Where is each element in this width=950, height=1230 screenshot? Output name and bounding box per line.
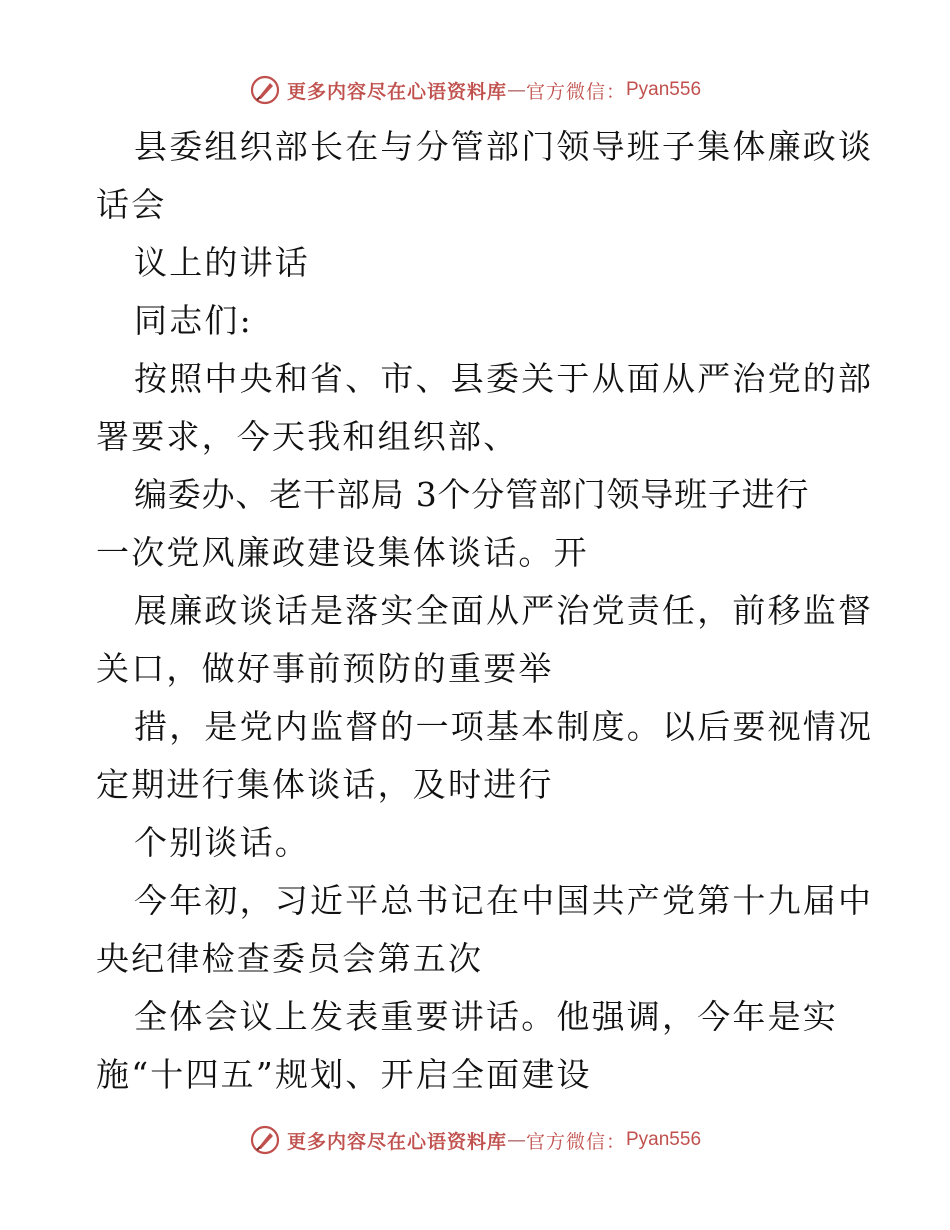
text-line: 编委办、老干部局 3个分管部门领导班子进行: [134, 475, 810, 514]
quill-pen-logo-icon: [249, 1124, 281, 1156]
text-line: 定期进行集体谈话，及时进行: [96, 765, 554, 804]
document-body: [96, 118, 874, 1104]
text-line: 今年初，习近平总书记在中国共产党第十九届中: [134, 881, 874, 920]
text-line: 全体会议上发表重要讲话。他强调，今年是实: [134, 997, 838, 1036]
text-line: 议上的讲话: [134, 243, 310, 282]
quill-pen-logo-icon: [249, 74, 281, 106]
watermark-brand: 更多内容尽在心语资料库: [286, 80, 507, 103]
watermark-separator: —: [506, 79, 526, 101]
watermark-wechat-label: 官方微信：: [525, 80, 626, 103]
text-line: 央纪律检查委员会第五次: [96, 939, 484, 978]
text-line: 措，是党内监督的一项基本制度。以后要视情况: [134, 707, 874, 746]
text-line: 展廉政谈话是落实全面从严治党责任，前移监督: [134, 591, 874, 630]
text-line: 关口，做好事前预防的重要举: [96, 649, 554, 688]
watermark-brand: 更多内容尽在心语资料库: [286, 1130, 507, 1153]
watermark-wechat-label: 官方微信：: [525, 1130, 626, 1153]
text-line: 个别谈话。: [134, 823, 310, 862]
footer-watermark: [0, 1120, 950, 1160]
header-watermark: [0, 70, 950, 110]
text-line: 署要求，今天我和组织部、: [96, 417, 519, 456]
text-line: 施“十四五”规划、开启全面建设: [96, 1055, 592, 1094]
text-line: 同志们:: [134, 301, 253, 340]
text-line: 县委组织部长在与分管部门领导班子集体廉政谈: [134, 127, 874, 166]
watermark-separator: —: [506, 1129, 526, 1151]
watermark-account: Pyan556: [626, 79, 702, 100]
text-line: 话会: [96, 185, 167, 224]
text-line: 一次党风廉政建设集体谈话。开: [96, 533, 589, 572]
text-line: 按照中央和省、市、县委关于从面从严治党的部: [134, 359, 874, 398]
watermark-account: Pyan556: [626, 1129, 702, 1150]
